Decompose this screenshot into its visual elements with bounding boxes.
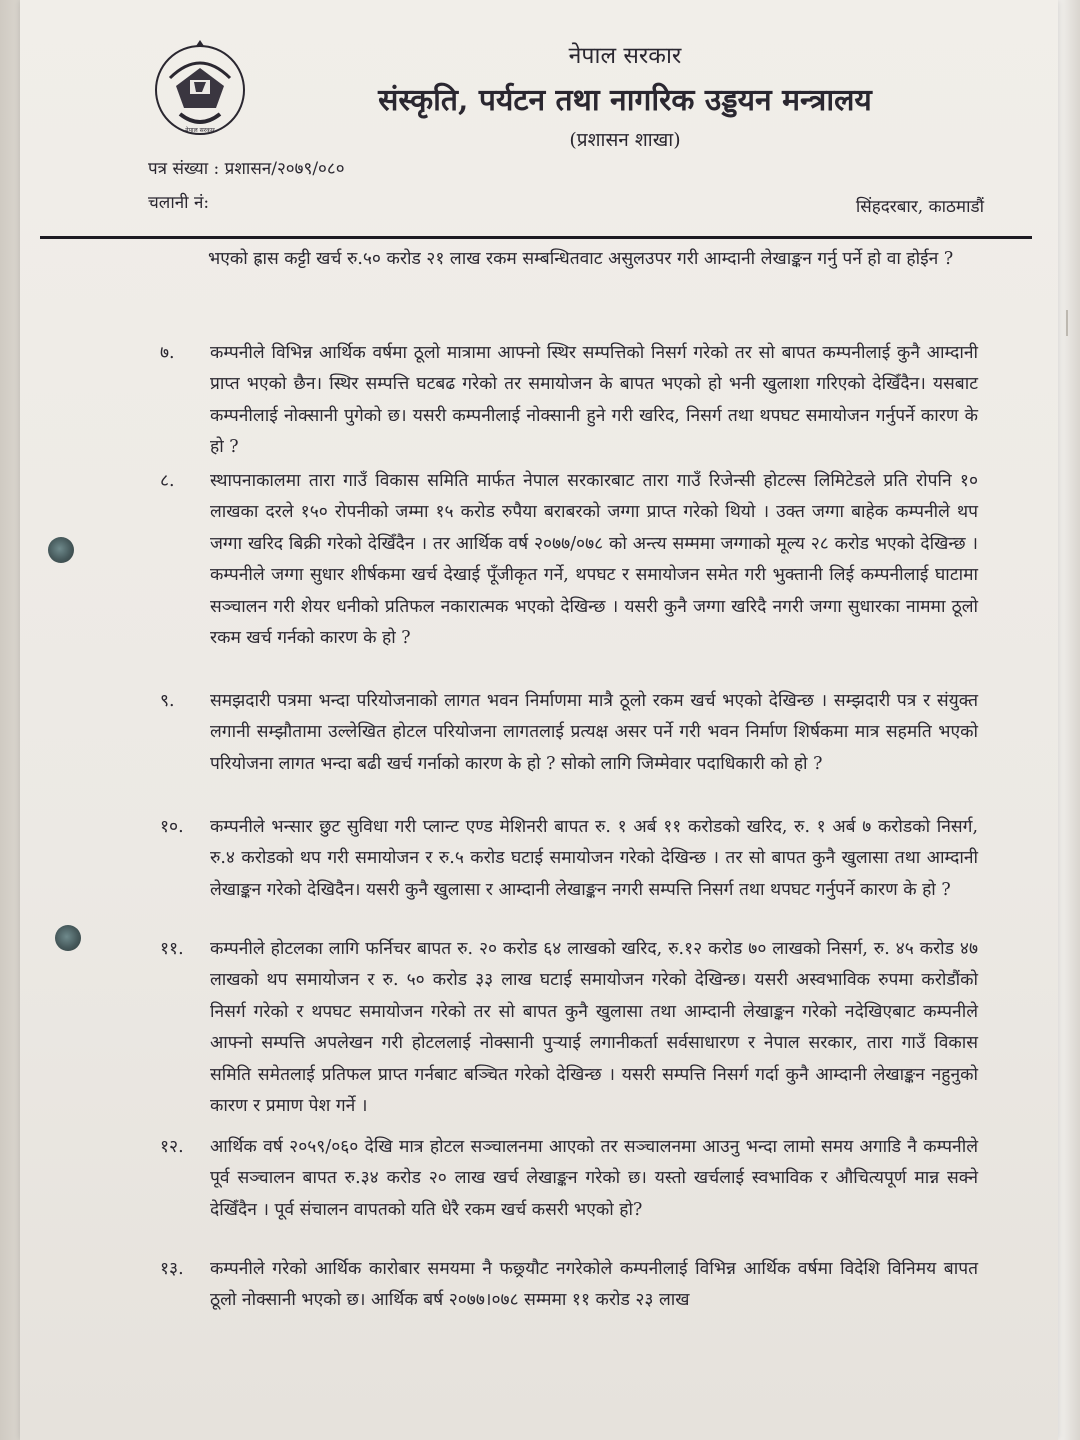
letter-number: पत्र संख्या : प्रशासन/२०७९/०८०	[148, 159, 345, 179]
header-government: नेपाल सरकार	[568, 43, 682, 69]
item-number: ९.	[160, 691, 175, 711]
list-item	[160, 686, 978, 780]
item-number: १२.	[160, 1137, 184, 1157]
list-item	[160, 812, 978, 906]
item-number: १०.	[160, 817, 184, 837]
location: सिंहदरबार, काठमाडौं	[855, 197, 984, 217]
dispatch-number: चलानी नं:	[148, 193, 210, 213]
item-text: कम्पनीले होटलका लागि फर्निचर बापत रु. २० करोड ६४ लाखको खरिद, रु.१२ करोड ७० लाखको निसर्ग, रु. ४५ करोड ४७ लाखको थप समायोजन र रु. ५० करोड ३३ लाख घटाई समायोजन गरेको देखिन्छ। यसरी अस्वभाविक रुपमा करोडौंको निसर्ग गरेको र थपघट समायोजन गरेको तर सो बापत कुनै खुलासा तथा आम्दानी लेखाङ्कन गरेको नदेखिएबाट कम्पनीले आफ्नो सम्पत्ति अपलेखन गरी होटललाई नोक्सानी पुर्‍याई लगानीकर्ता सर्वसाधारण र नेपाल सरकार, तारा गाउँ विकास समिति समेतलाई प्रतिफल प्राप्त गर्नबाट बञ्चित गरेको देखिन्छ । यसरी सम्पत्ति निसर्ग गर्दा कुनै आम्दानी लेखाङ्कन नहुनुको कारण र प्रमाण पेश गर्ने ।	[210, 939, 978, 1117]
item-text: समझदारी पत्रमा भन्दा परियोजनाको लागत भवन निर्माणमा मात्रै ठूलो रकम खर्च भएको देखिन्छ । सम्झदारी पत्र र संयुक्त लगानी सम्झौतामा उल्लेखित होटल परियोजना लागतलाई प्रत्यक्ष असर पर्ने गरी भवन निर्माण शिर्षकमा मात्र सहमति भएको परियोजना लागत भन्दा बढी खर्च गर्नाको कारण के हो ? सोको लागि जिम्मेवार पदाधिकारी को हो ?	[210, 691, 978, 774]
binder-hole-bottom	[55, 925, 81, 951]
continuation-paragraph: भएको ह्रास कट्टी खर्च रु.५० करोड २१ लाख रकम सम्बन्धितवाट असुलउपर गरी आम्दानी लेखाङ्कन गर्नु पर्ने हो वा होईन ?	[208, 249, 954, 269]
item-number: ७.	[160, 343, 175, 363]
item-text: आर्थिक वर्ष २०५९/०६० देखि मात्र होटल सञ्चालनमा आएको तर सञ्चालनमा आउनु भन्दा लामो समय अगाडि नै कम्पनीले पूर्व सञ्चालन बापत रु.३४ करोड २० लाख खर्च लेखाङ्कन गरेको छ। यस्तो खर्चलाई स्वभाविक र औचित्यपूर्ण मान्न सक्ने देखिँदैन । पूर्व संचालन वापतको यति धेरै रकम खर्च कसरी भएको हो?	[210, 1137, 978, 1220]
item-number: ८.	[160, 471, 175, 491]
item-text: कम्पनीले भन्सार छुट सुविधा गरी प्लान्ट एण्ड मेशिनरी बापत रु. १ अर्ब ११ करोडको खरिद, रु. १ अर्ब ७ करोडको निसर्ग, रु.४ करोडको थप गरी समायोजन र रु.५ करोड घटाई समायोजन गरेको देखिन्छ । तर सो बापत कुनै खुलासा तथा आम्दानी लेखाङ्कन गरेको देखिदैन। यसरी कुनै खुलासा र आम्दानी लेखाङ्कन नगरी सम्पत्ति निसर्ग तथा थपघट गर्नुपर्ने कारण के हो ?	[210, 817, 978, 900]
svg-text:नेपाल सरकार: नेपाल सरकार	[185, 127, 215, 134]
item-text: कम्पनीले गरेको आर्थिक कारोबार समयमा नै फछ्र्यौट नगरेकोले कम्पनीलाई विभिन्न आर्थिक वर्षमा विदेशि विनिमय बापत ठूलो नोक्सानी भएको छ। आर्थिक बर्ष २०७७।०७८ सम्ममा ११ करोड २३ लाख	[210, 1259, 978, 1311]
item-text: स्थापनाकालमा तारा गाउँ विकास समिति मार्फत नेपाल सरकारबाट तारा गाउँ रिजेन्सी होटल्स लिमिटेडले प्रति रोपनि १० लाखका दरले १५० रोपनीको जम्मा १५ करोड रुपैया बराबरको जग्गा प्राप्त गरेको थियो । उक्त जग्गा बाहेक कम्पनीले थप जग्गा खरिद बिक्री गरेको देखिँदैन । तर आर्थिक वर्ष २०७७/०७८ को अन्त्य सम्ममा जग्गाको मूल्य २८ करोड भएको देखिन्छ । कम्पनीले जग्गा सुधार शीर्षकमा खर्च देखाई पूँजीकृत गर्ने, थपघट र समायोजन समेत गरी भुक्तानी लिई कम्पनीलाई घाटामा सञ्चालन गरी शेयर धनीको प्रतिफल नकारात्मक भएको देखिन्छ । यसरी कुनै जग्गा खरिदै नगरी जग्गा सुधारका नाममा ठूलो रकम खर्च गर्नको कारण के हो ?	[210, 471, 978, 649]
margin-mark	[1058, 310, 1068, 336]
list-item	[160, 1254, 978, 1317]
item-number: ११.	[160, 939, 184, 959]
header-branch: (प्रशासन शाखा)	[569, 129, 681, 151]
binder-hole-top	[48, 537, 74, 563]
item-text: कम्पनीले विभिन्न आर्थिक वर्षमा ठूलो मात्रामा आफ्नो स्थिर सम्पत्तिको निसर्ग गरेको तर सो बापत कम्पनीलाई कुनै आम्दानी प्राप्त भएको छैन। स्थिर सम्पत्ति घटबढ गरेको तर समायोजन के बापत भएको हो भनी खुलाशा गरिएको देखिँदैन। यसबाट कम्पनीलाई नोक्सानी पुगेको छ। यसरी कम्पनीलाई नोक्सानी हुने गरी खरिद, निसर्ग तथा थपघट समायोजन गर्नुपर्ने कारण के हो ?	[210, 343, 978, 458]
list-item	[160, 466, 978, 654]
item-number: १३.	[160, 1259, 184, 1279]
header-ministry: संस्कृति, पर्यटन तथा नागरिक उड्डयन मन्त्रालय	[378, 83, 872, 118]
list-item	[160, 934, 978, 1122]
background-right-edge	[1058, 0, 1080, 1440]
list-item	[160, 1132, 978, 1226]
list-item	[160, 338, 978, 464]
header-divider	[40, 236, 1032, 239]
